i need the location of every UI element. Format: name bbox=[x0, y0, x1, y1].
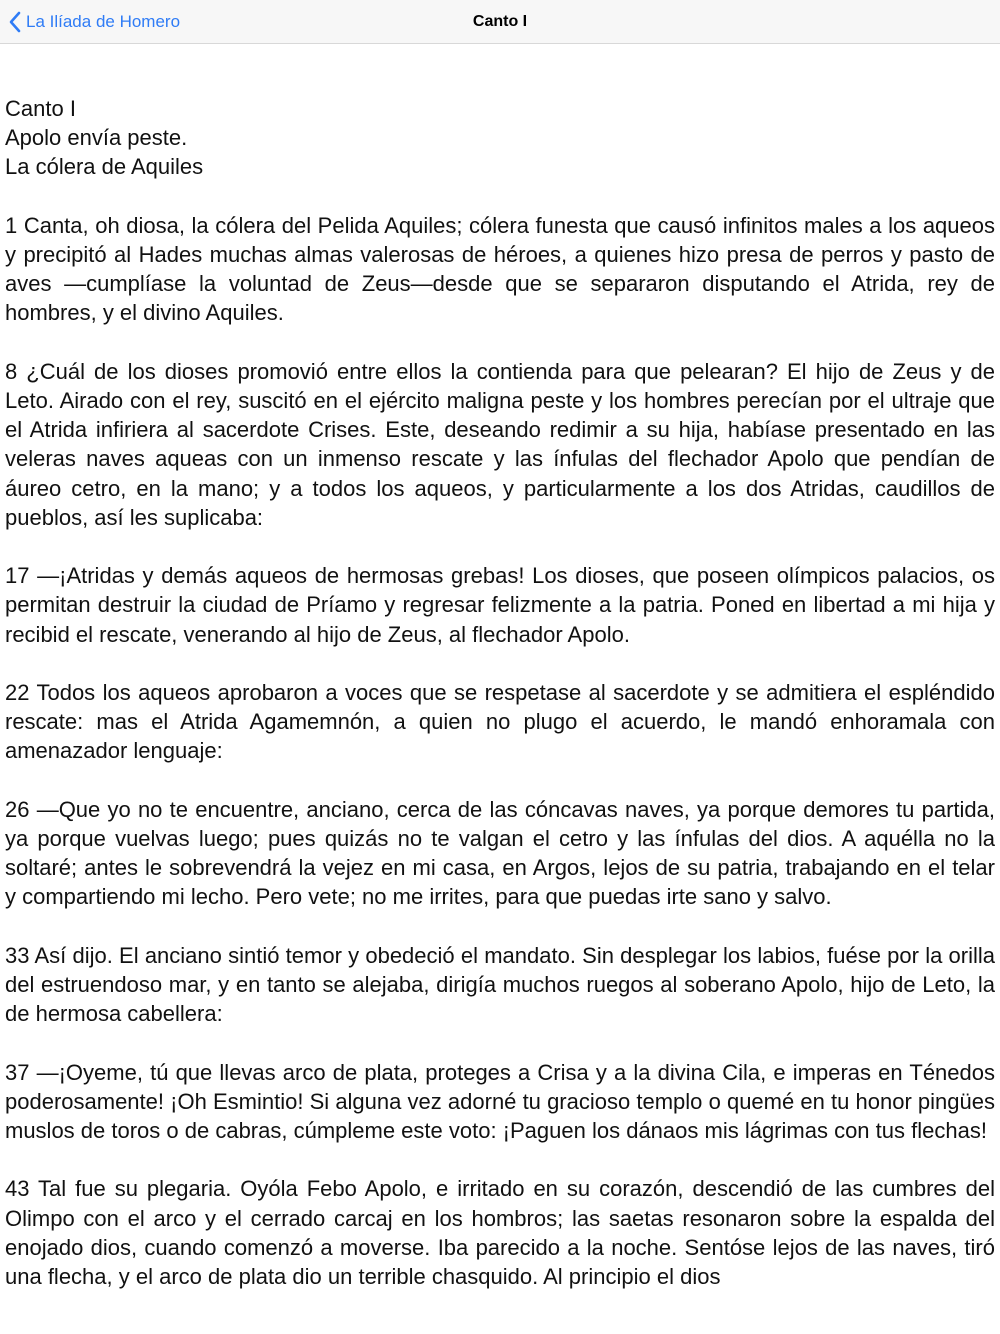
verse-paragraph: 17 —¡Atridas y demás aqueos de hermosas grebas! Los dioses, que poseen olímpicos palacios, os permitan destruir la ciudad de Príamo y regresar felizmente a la patria. Poned en libertad a mi hija y recibid el rescate, venerando al hijo de Zeus, al flechador Apolo. bbox=[5, 563, 995, 647]
page-title: Canto I bbox=[472, 13, 528, 30]
verse-paragraph: 22 Todos los aqueos aprobaron a voces que se respetase al sacerdote y se admitiera el espléndido rescate: mas el Atrida Agamemnón, a quien no plugo el acuerdo, le mandó enhoramala con amenazador lenguaje: bbox=[5, 680, 995, 764]
verse-paragraph: 8 ¿Cuál de los dioses promovió entre ellos la contienda para que pelearan? El hijo de Zeus y de Leto. Airado con el rey, suscitó en el ejército maligna peste y los hombres perecían por el ultraje que el Atrida infiriera al sacerdote Crises. Este, deseando redimir a su hija, habíase presentado en las veleras naves aqueas con un inmenso rescate y las ínfulas del flechador Apolo que pendían de áureo cetro, en la mano; y a todos los aqueos, y particularmente a los dos Atridas, caudillos de pueblos, así les suplicaba: bbox=[5, 358, 995, 530]
verse-paragraph: 26 —Que yo no te encuentre, anciano, cerca de las cóncavas naves, ya porque demores tu partida, ya porque vuelvas luego; pues quizás no te valgan el cetro y las ínfulas del dios. A aquélla no la soltaré; antes le sobrevendrá la vejez en mi casa, en Argos, lejos de su patria, trabajando en el telar y compartiendo mi lecho. Pero vete; no me irrites, para que puedas irte sano y salvo. bbox=[5, 796, 995, 910]
chapter-heading bbox=[5, 94, 995, 182]
back-button-label: La Ilíada de Homero bbox=[26, 12, 181, 31]
chapter-number: Canto I bbox=[5, 96, 76, 121]
chapter-subtitle: Apolo envía peste. bbox=[5, 125, 188, 151]
navigation-bar bbox=[0, 0, 1000, 44]
verse-paragraph: 33 Así dijo. El anciano sintió temor y obedeció el mandato. Sin desplegar los labios, fuése por la orilla del estruendoso mar, y en tanto se alejaba, dirigía muchos ruegos al soberano Apolo, hijo de Leto, la de hermosa cabellera: bbox=[5, 942, 995, 1027]
verse-paragraph: 43 Tal fue su plegaria. Oyóla Febo Apolo, e irritado en su corazón, descendió de las cumbres del Olimpo con el arco y el cerrado carcaj en los hombros; las saetas resonaron sobre la espalda del enojado dios, cuando comenzó a moverse. Iba parecido a la noche. Sentóse lejos de las naves, tiró una flecha, y el arco de plata dio un terrible chasquido. Al principio el dios bbox=[5, 1176, 995, 1289]
chapter-subtitle-2: La cólera de Aquiles bbox=[5, 154, 204, 180]
chapter-text bbox=[5, 94, 995, 1291]
verse-paragraph: 1 Canta, oh diosa, la cólera del Pelida Aquiles; cólera funesta que causó infinitos males a los aqueos y precipitó al Hades muchas almas valerosas de héroes, a quienes hizo presa de perros y pasto de aves —cumplíase la voluntad de Zeus—desde que se separaron disputando el Atrida, rey de hombres, y el divino Aquiles. bbox=[5, 212, 995, 326]
verse-paragraph: 37 —¡Oyeme, tú que llevas arco de plata, proteges a Crisa y a la divina Cila, e imperas en Ténedos poderosamente! ¡Oh Esmintio! Si alguna vez adorné tu gracioso templo o quemé en tu honor pingües muslos de toros o de cabras, cúmpleme este voto: ¡Paguen los dánaos mis lágrimas con tus flechas! bbox=[5, 1059, 995, 1143]
